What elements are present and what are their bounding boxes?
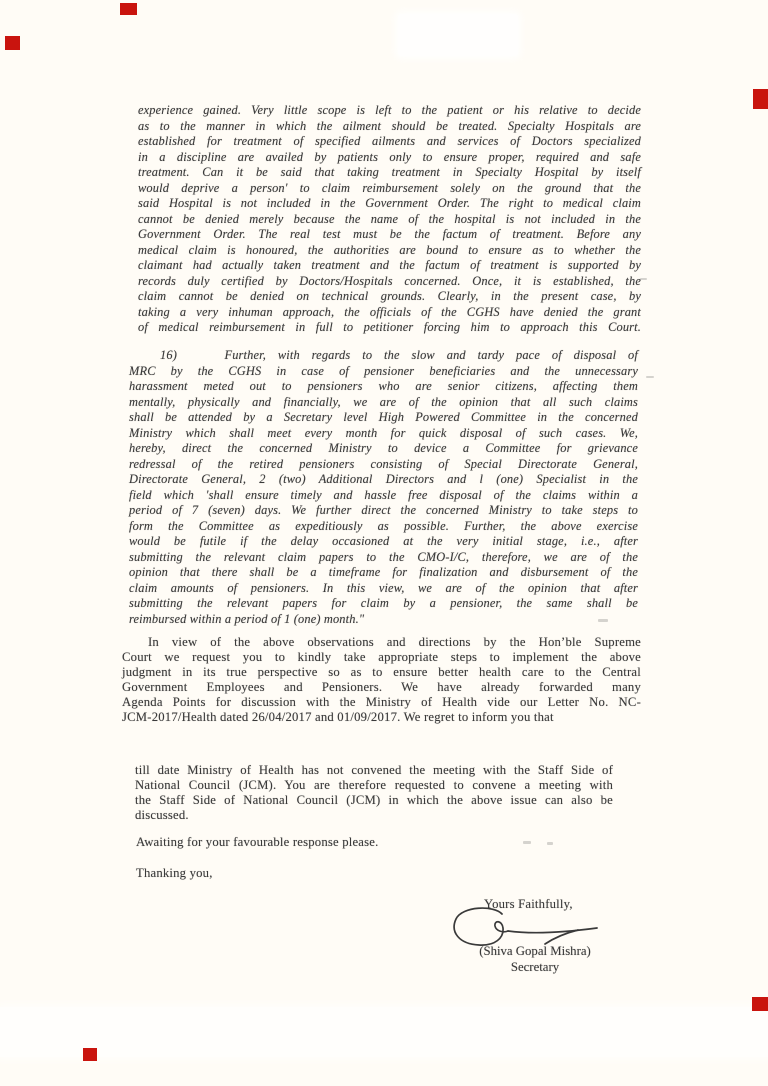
- text-line: Ministry which shall meet every month for quick disposal of such cases. We,: [129, 425, 638, 440]
- text-line: the Staff Side of National Council (JCM) in which the above issue can also be: [135, 792, 613, 807]
- thanking-line: Thanking you,: [136, 866, 213, 880]
- scan-artifact-light-patch: [398, 14, 518, 56]
- signatory-name: (Shiva Gopal Mishra): [479, 944, 591, 958]
- text-line: would be futile if the delay occasioned at the very initial stage, i.e., after: [129, 534, 638, 548]
- text-line: said Hospital is not included in the Government Order. The right to medical claim: [138, 196, 641, 210]
- scan-corner-mark: [5, 36, 20, 50]
- text-line: form the Committee as expeditiously as possible. Further, the above exercise: [129, 518, 638, 533]
- scan-corner-mark: [752, 997, 768, 1011]
- text-line: of medical reimbursement in full to petitioner forcing him to approach this Court.: [138, 320, 641, 334]
- text-line: period of 7 (seven) days. We further direct the concerned Ministry to take steps to: [129, 503, 638, 517]
- text-line: hereby, direct the concerned Ministry to device a Committee for grievance: [129, 441, 638, 455]
- text-line: claimant had actually taken treatment and the factum of treatment is supported by: [138, 258, 641, 272]
- text-line: submitting the relevant claim papers to the CMO-I/C, therefore, we are of the: [129, 549, 638, 564]
- scan-speck: [598, 619, 608, 622]
- text-line: Government Order. The real test must be the factum of treatment. Before any: [138, 227, 641, 241]
- text-line: submitting the relevant papers for claim by a pensioner, the same shall be: [129, 596, 638, 610]
- text-line: Directorate General, 2 (two) Additional Directors and l (one) Specialist in the: [129, 472, 638, 486]
- quoted-judgment-paragraph-1: [138, 103, 641, 336]
- text-line: would deprive a person' to claim reimbursement solely on the ground that the: [138, 180, 641, 195]
- text-line: 16) Further, with regards to the slow and tardy pace of disposal of: [160, 348, 638, 362]
- text-line: records duly certified by Doctors/Hospitals concerned. Once, it is established, the: [138, 273, 641, 288]
- text-line: established for treatment of specified ailments and services of Doctors specialized: [138, 134, 641, 148]
- scan-speck: [646, 376, 654, 378]
- text-line: redressal of the retired pensioners consisting of Special Directorate General,: [129, 456, 638, 471]
- text-line: experience gained. Very little scope is left to the patient or his relative to decide: [138, 103, 641, 117]
- scan-corner-mark: [83, 1048, 97, 1061]
- text-line: MRC by the CGHS in case of pensioner beneficiaries and the unnecessary: [129, 363, 638, 378]
- text-line: JCM-2017/Health dated 26/04/2017 and 01/09/2017. We regret to inform you that: [122, 710, 554, 724]
- text-line: cannot be denied merely because the name of the hospital is not included in the: [138, 211, 641, 226]
- text-line: shall be attended by a Secretary level High Powered Committee in the concerned: [129, 410, 638, 424]
- text-line: field which 'shall ensure timely and hassle free disposal of the claims within a: [129, 487, 638, 502]
- signatory-block: [459, 944, 611, 975]
- text-line: claim amounts of pensioners. In this view, we are of the opinion that after: [129, 580, 638, 595]
- text-line: Court we request you to kindly take appropriate steps to implement the above: [122, 650, 641, 664]
- text-line: reimbursed within a period of 1 (one) month.": [129, 611, 365, 626]
- valediction: Yours Faithfully,: [484, 897, 573, 911]
- text-line: mentally, physically and financially, we are of the opinion that all such claims: [129, 394, 638, 409]
- text-line: In view of the above observations and directions by the Hon’ble Supreme: [148, 635, 641, 649]
- continuation-paragraph: [135, 763, 613, 823]
- text-line: till date Ministry of Health has not convened the meeting with the Staff Side of: [135, 763, 613, 777]
- scan-speck: [640, 278, 647, 280]
- scan-speck: [523, 841, 531, 844]
- scan-artifact-light-band: [0, 1007, 768, 1057]
- text-line: harassment meted out to pensioners who are senior citizens, affecting them: [129, 379, 638, 393]
- text-line: Agenda Points for discussion with the Ministry of Health vide our Letter No. NC-: [122, 695, 641, 709]
- text-line: as to the manner in which the ailment should be treated. Specialty Hospitals are: [138, 118, 641, 133]
- scan-corner-mark: [753, 89, 768, 109]
- text-line: Government Employees and Pensioners. We have already forwarded many: [122, 680, 641, 694]
- text-line: treatment. Can it be said that taking treatment in Specialty Hospital by itself: [138, 165, 641, 179]
- body-paragraph: [122, 635, 641, 725]
- scan-corner-mark: [120, 3, 137, 15]
- text-line: medical claim is honoured, the authorities are bound to ensure as to whether the: [138, 242, 641, 257]
- text-line: judgment in its true perspective so as to ensure better health care to the Central: [122, 665, 641, 679]
- quoted-judgment-paragraph-2: [129, 348, 638, 627]
- text-line: in a discipline are availed by patients only to ensure proper, required and safe: [138, 149, 641, 164]
- text-line: National Council (JCM). You are therefore requested to convene a meeting with: [135, 777, 613, 792]
- signatory-title: Secretary: [510, 959, 560, 974]
- awaiting-response-line: Awaiting for your favourable response please.: [136, 835, 379, 849]
- text-line: discussed.: [135, 807, 189, 822]
- text-line: taking a very inhuman approach, the officials of the CGHS have denied the grant: [138, 304, 641, 319]
- text-line: claim cannot be denied on technical grounds. Clearly, in the present case, by: [138, 289, 641, 303]
- scan-speck: [547, 842, 553, 845]
- text-line: opinion that there shall be a timeframe for finalization and disbursement of the: [129, 565, 638, 579]
